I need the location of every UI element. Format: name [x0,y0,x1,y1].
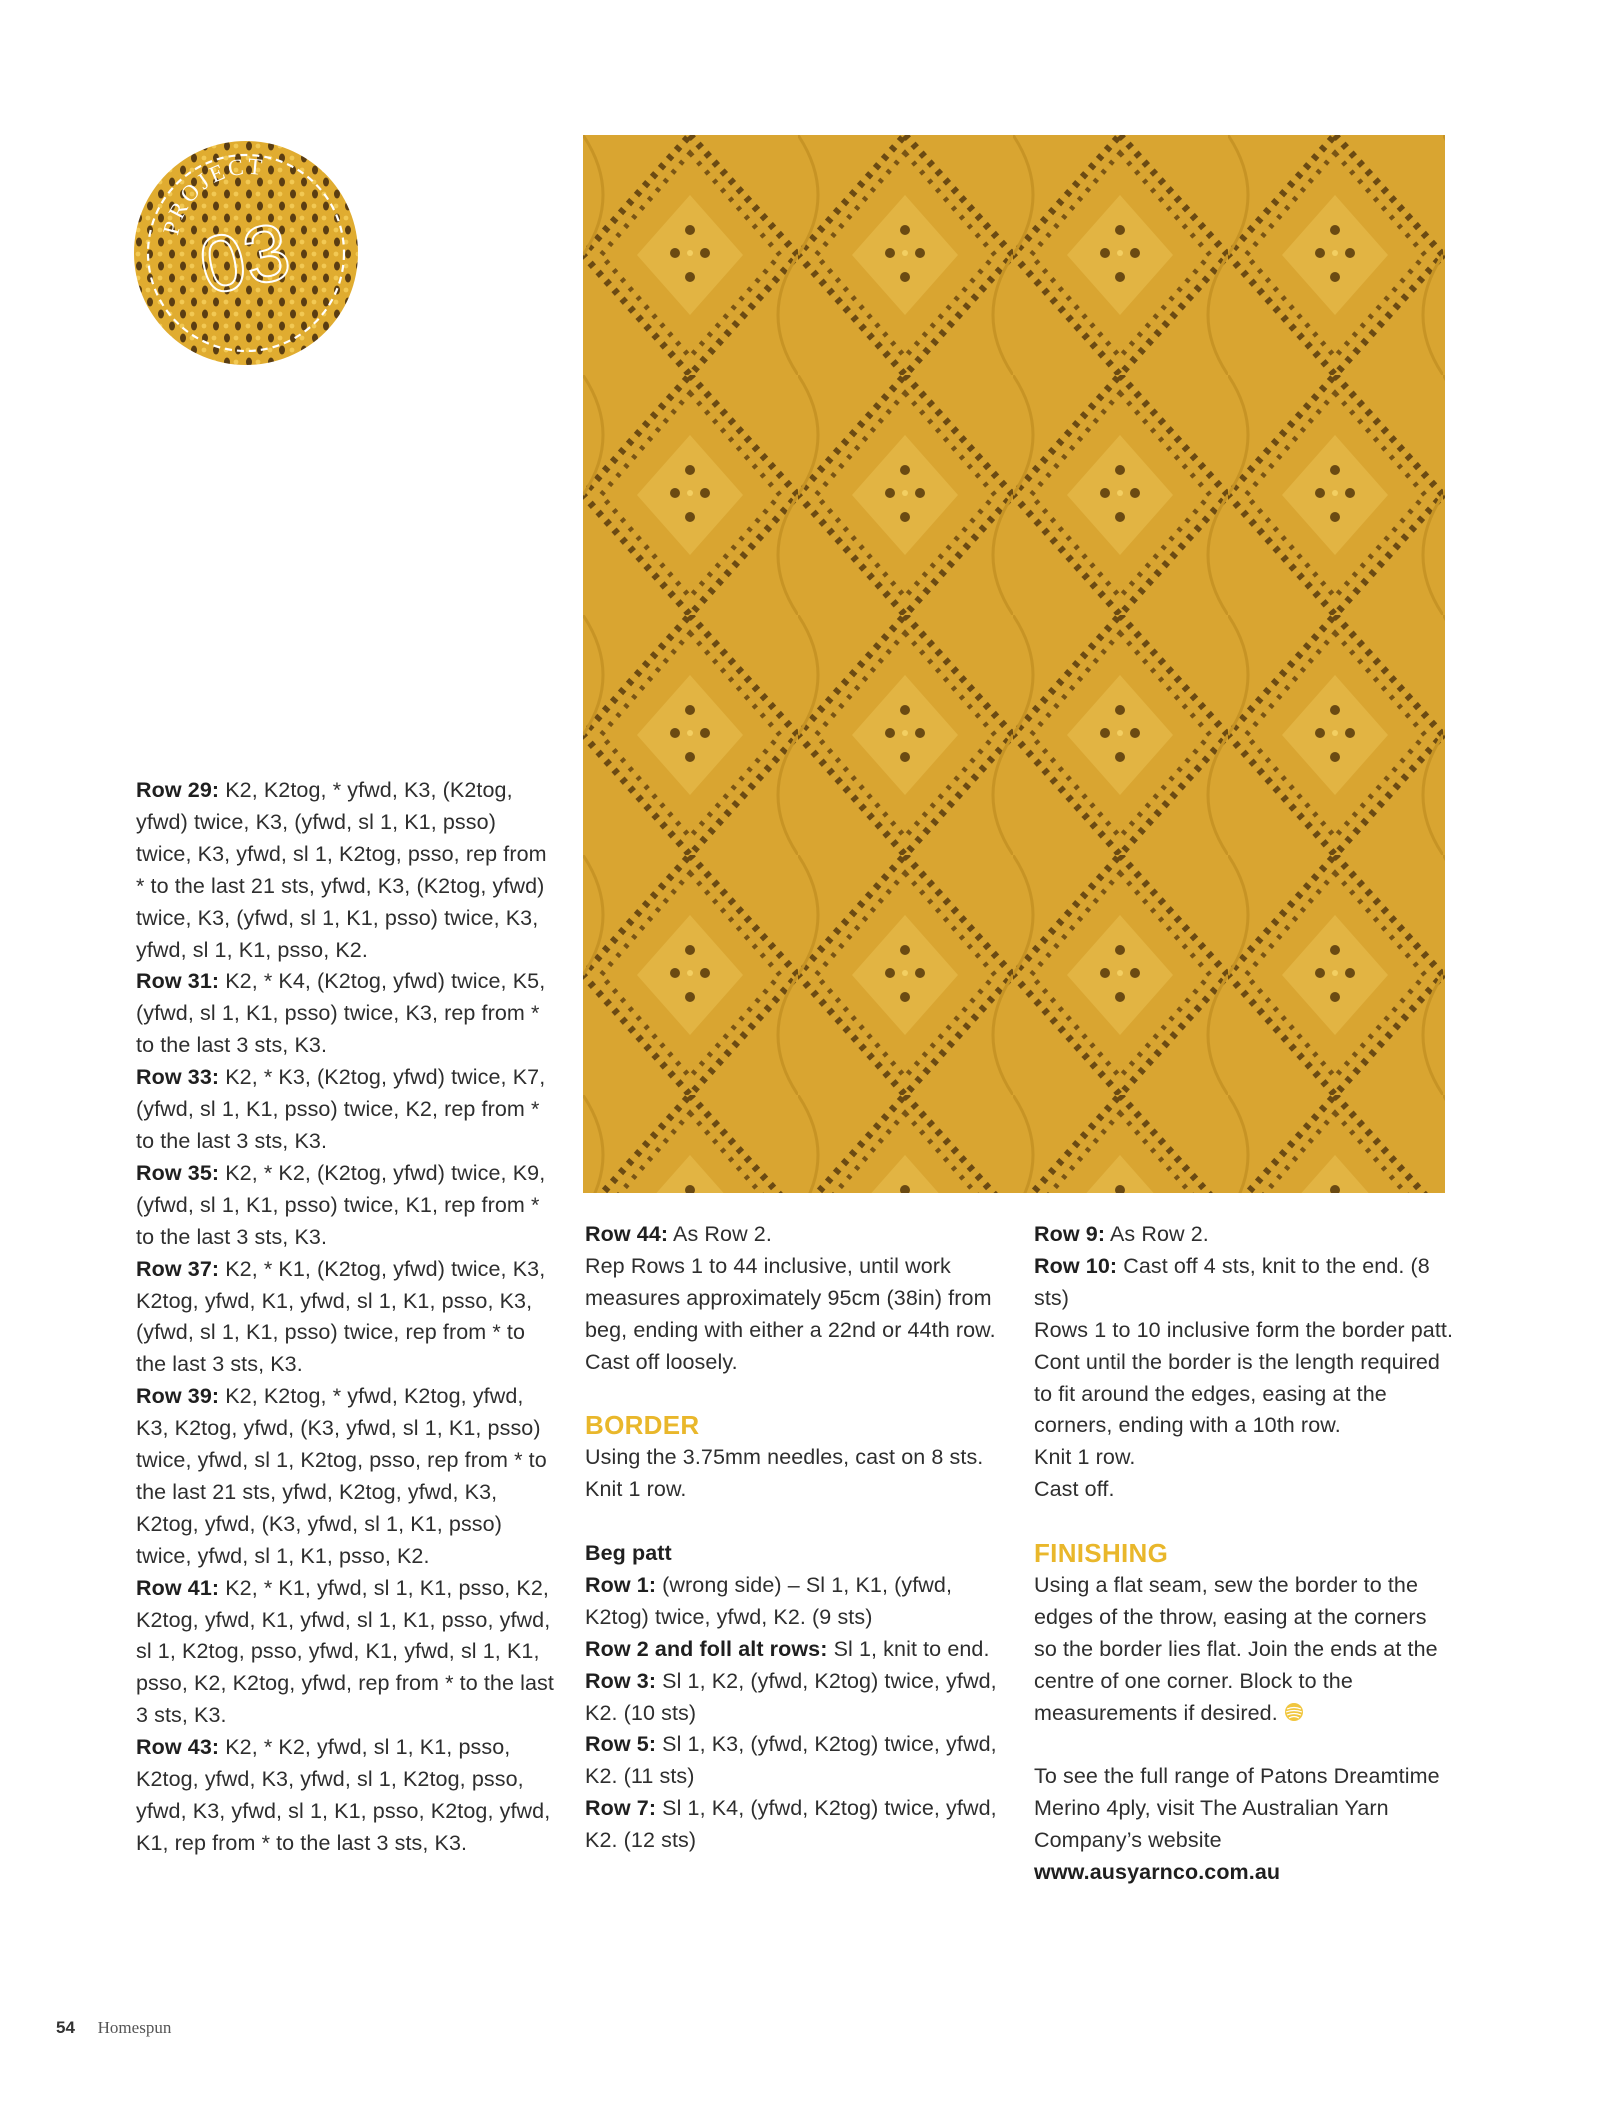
magazine-name: Homespun [97,2018,172,2037]
pattern-row-37: Row 37: K2, * K1, (K2tog, yfwd) twice, K3, K2tog, yfwd, K1, yfwd, sl 1, K1, psso, K3, (yfwd, sl 1, K1, psso) twice, rep from * to the last 3 sts, K3. [136,1256,546,1377]
yarn-ball-icon [1284,1702,1304,1722]
cast-off-instruction: Cast off. [1034,1477,1115,1502]
left-column [136,775,556,1860]
badge-label: PROJECT [158,153,267,238]
knit-row-instruction: Knit 1 row. [585,1477,687,1502]
knit-row-instruction: Knit 1 row. [1034,1445,1136,1470]
border-row-10: Row 10: Cast off 4 sts, knit to the end. (8 sts) [1034,1253,1430,1310]
page-footer [56,2018,171,2038]
pattern-row-35: Row 35: K2, * K2, (K2tog, yfwd) twice, K9, (yfwd, sl 1, K1, psso) twice, K1, rep from * to the last 3 sts, K3. [136,1160,546,1249]
beg-patt-heading: Beg patt [585,1541,672,1566]
border-row-1: Row 1: (wrong side) – Sl 1, K1, (yfwd, K2tog) twice, yfwd, K2. (9 sts) [585,1572,953,1629]
see-range-note: To see the full range of Patons Dreamtime Merino 4ply, visit The Australian Yarn Company’s website [1034,1764,1440,1853]
continue-instruction: Cont until the border is the length required to fit around the edges, easing at the corners, ending with a 10th row. [1034,1349,1440,1438]
repeat-instruction: Rep Rows 1 to 44 inclusive, until work measures approximately 95cm (38in) from beg, ending with either a 22nd or 44th row. [585,1253,996,1342]
pattern-row-39: Row 39: K2, K2tog, * yfwd, K2tog, yfwd, K3, K2tog, yfwd, (K3, yfwd, sl 1, K1, psso) twice, yfwd, sl 1, K2tog, psso, rep from * to the last 21 sts, yfwd, K2tog, yfwd, K3, K2tog, yfwd, (K3, yfwd, sl 1, K1, psso) twice, yfwd, sl 1, K1, psso, K2. [136,1384,547,1568]
knitted-lace-swatch-photo [583,135,1445,1193]
pattern-row-41: Row 41: K2, * K1, yfwd, sl 1, K1, psso, K2, K2tog, yfwd, K1, yfwd, sl 1, K1, psso, yfwd, sl 1, K2tog, psso, yfwd, K1, yfwd, sl 1, K1, psso, K2, K2tog, yfwd, rep from * to the last 3 sts, K3. [136,1575,554,1728]
finishing-instruction: Using a flat seam, sew the border to the edges of the throw, easing at the corners so the border lies flat. Join the ends at the centre of one corner. Block to the measurements if desired. [1034,1572,1438,1725]
border-row-2: Row 2 and foll alt rows: Sl 1, knit to end. [585,1636,990,1661]
pattern-row-44: Row 44: As Row 2. [585,1222,772,1246]
border-row-9: Row 9: As Row 2. [1034,1222,1209,1246]
project-badge [133,140,359,366]
page-number: 54 [56,2018,75,2037]
border-row-3: Row 3: Sl 1, K2, (yfwd, K2tog) twice, yfwd, K2. (10 sts) [585,1668,997,1725]
finishing-heading: FINISHING [1034,1538,1169,1569]
border-heading: BORDER [585,1410,700,1441]
right-column [1034,1219,1454,1889]
border-row-7: Row 7: Sl 1, K4, (yfwd, K2tog) twice, yfwd, K2. (12 sts) [585,1796,997,1853]
pattern-row-33: Row 33: K2, * K3, (K2tog, yfwd) twice, K7, (yfwd, sl 1, K1, psso) twice, K2, rep from * to the last 3 sts, K3. [136,1065,546,1153]
border-instruction: Using the 3.75mm needles, cast on 8 sts. [585,1445,984,1470]
pattern-row-31: Row 31: K2, * K4, (K2tog, yfwd) twice, K5, (yfwd, sl 1, K1, psso) twice, K3, rep from * to the last 3 sts, K3. [136,969,546,1058]
website-link[interactable]: www.ausyarnco.com.au [1034,1860,1281,1885]
border-row-5: Row 5: Sl 1, K3, (yfwd, K2tog) twice, yfwd, K2. (11 sts) [585,1732,997,1789]
middle-column [585,1219,1005,1857]
cast-off-instruction: Cast off loosely. [585,1349,738,1374]
pattern-row-43: Row 43: K2, * K2, yfwd, sl 1, K1, psso, K2tog, yfwd, K3, yfwd, sl 1, K2tog, psso, yfwd, K3, yfwd, sl 1, K1, psso, K2tog, yfwd, K1, rep from * to the last 3 sts, K3. [136,1735,551,1855]
pattern-row-29: Row 29: K2, K2tog, * yfwd, K3, (K2tog, yfwd) twice, K3, (yfwd, sl 1, K1, psso) twice, K3, yfwd, sl 1, K2tog, psso, rep from * to the last 21 sts, yfwd, K3, (K2tog, yfwd) twice, K3, (yfwd, sl 1, K1, psso) twice, K3, yfwd, sl 1, K1, psso, K2. [136,778,547,962]
badge-number: 03 [191,205,298,312]
rows-form-note: Rows 1 to 10 inclusive form the border patt. [1034,1317,1454,1342]
